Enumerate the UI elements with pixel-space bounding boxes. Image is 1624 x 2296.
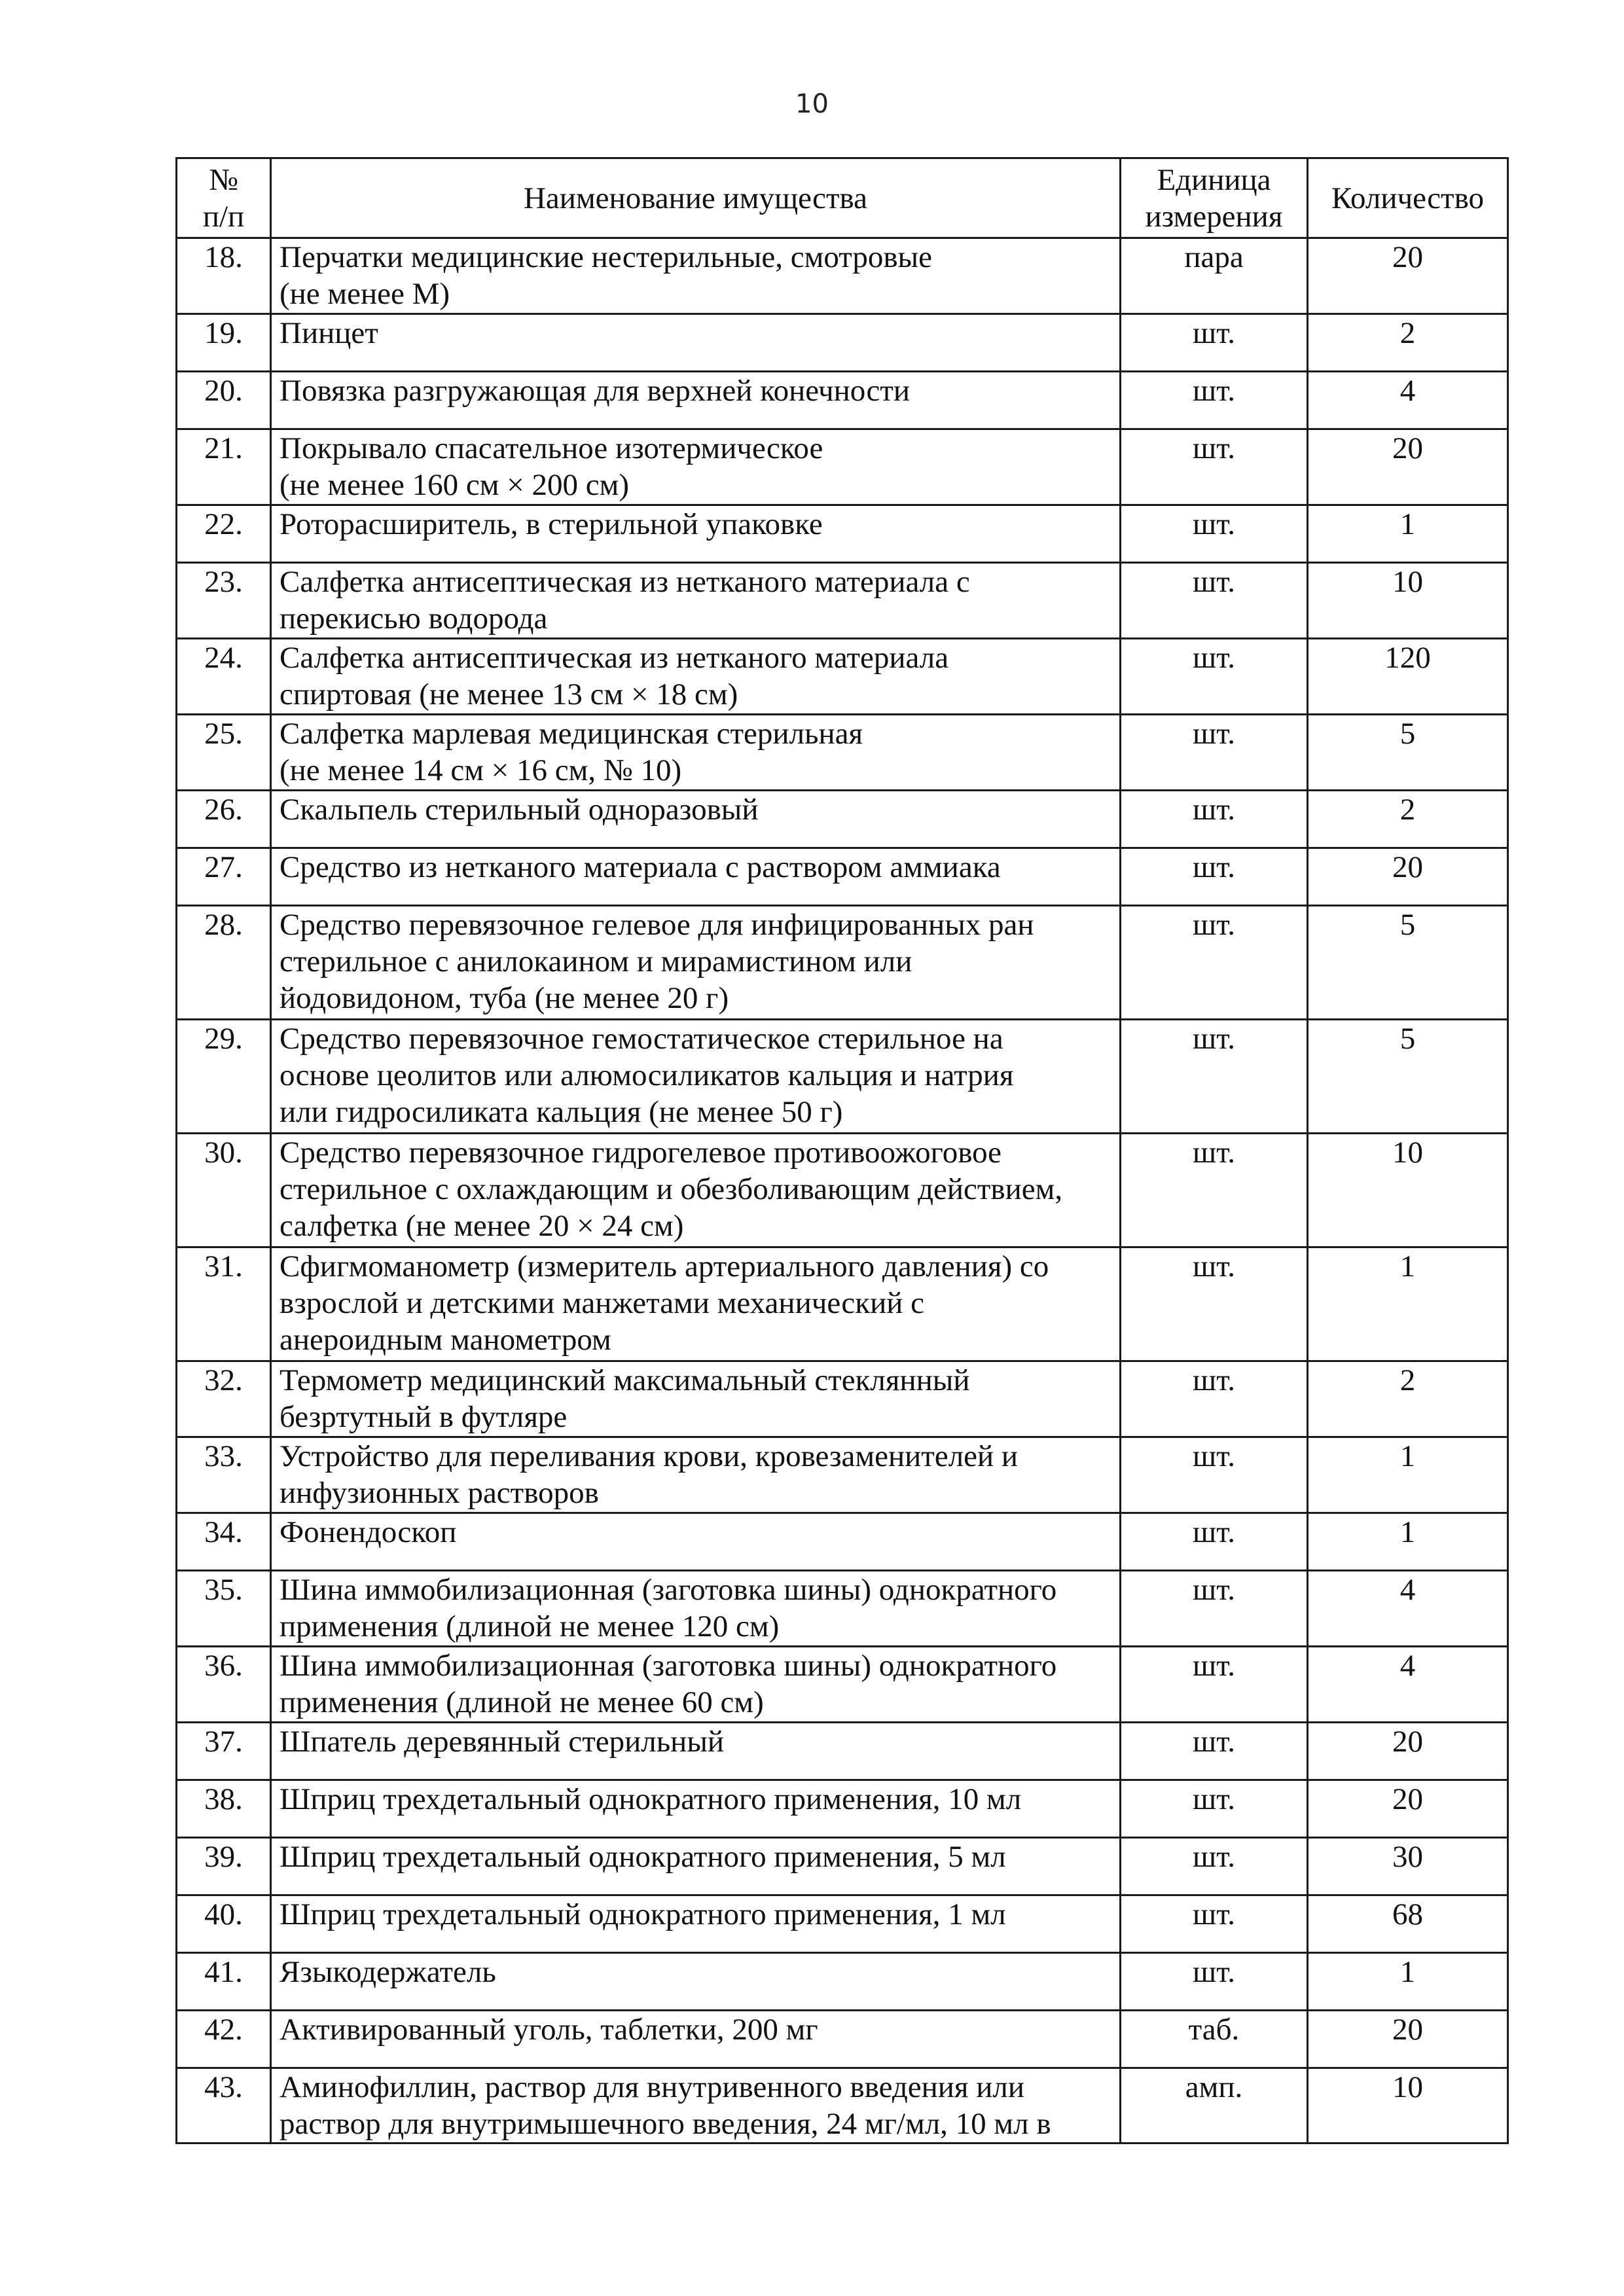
- row-number: 35.: [177, 1571, 271, 1647]
- table-row: [177, 238, 1508, 314]
- page-number: 10: [795, 89, 829, 119]
- table-row: [177, 1895, 1508, 1953]
- table-row: [177, 429, 1508, 505]
- item-unit: шт.: [1121, 791, 1308, 848]
- item-quantity: 4: [1308, 372, 1508, 429]
- header-name: Наименование имущества: [271, 158, 1121, 238]
- item-quantity: 20: [1308, 2011, 1508, 2068]
- item-unit: шт.: [1121, 1361, 1308, 1437]
- header-num: № п/п: [177, 158, 271, 238]
- row-number: 21.: [177, 429, 271, 505]
- item-name: Салфетка антисептическая из нетканого материала с перекисью водорода: [271, 563, 1121, 639]
- item-name: Перчатки медицинские нестерильные, смотровые (не менее М): [271, 238, 1121, 314]
- item-quantity: 4: [1308, 1647, 1508, 1723]
- item-unit: шт.: [1121, 1571, 1308, 1647]
- item-unit: шт.: [1121, 1247, 1308, 1361]
- item-name: Салфетка антисептическая из нетканого материала спиртовая (не менее 13 см × 18 см): [271, 639, 1121, 715]
- item-unit: пара: [1121, 238, 1308, 314]
- item-unit: шт.: [1121, 1513, 1308, 1571]
- item-quantity: 1: [1308, 1247, 1508, 1361]
- item-quantity: 4: [1308, 1571, 1508, 1647]
- table-row: [177, 1437, 1508, 1513]
- table-row: [177, 639, 1508, 715]
- header-unit: Единица измерения: [1121, 158, 1308, 238]
- item-unit: шт.: [1121, 1020, 1308, 1134]
- table-row: [177, 505, 1508, 563]
- item-quantity: 10: [1308, 563, 1508, 639]
- item-name: Шина иммобилизационная (заготовка шины) однократного применения (длиной не менее 120 см): [271, 1571, 1121, 1647]
- table-row: [177, 906, 1508, 1020]
- item-name: Пинцет: [271, 314, 1121, 372]
- row-number: 19.: [177, 314, 271, 372]
- item-unit: шт.: [1121, 639, 1308, 715]
- row-number: 40.: [177, 1895, 271, 1953]
- item-quantity: 20: [1308, 238, 1508, 314]
- item-name: Аминофиллин, раствор для внутривенного введения или раствор для внутримышечного введения, 24 мг/мл, 10 мл в: [271, 2068, 1121, 2144]
- item-quantity: 10: [1308, 1134, 1508, 1247]
- table-row: [177, 1247, 1508, 1361]
- item-quantity: 5: [1308, 1020, 1508, 1134]
- item-quantity: 10: [1308, 2068, 1508, 2144]
- item-quantity: 20: [1308, 848, 1508, 906]
- table-row: [177, 1134, 1508, 1247]
- item-quantity: 20: [1308, 1723, 1508, 1780]
- table-row: [177, 848, 1508, 906]
- table-row: [177, 314, 1508, 372]
- table-row: [177, 1953, 1508, 2011]
- item-unit: шт.: [1121, 1953, 1308, 2011]
- row-number: 25.: [177, 715, 271, 791]
- item-name: Термометр медицинский максимальный стеклянный безртутный в футляре: [271, 1361, 1121, 1437]
- item-unit: шт.: [1121, 715, 1308, 791]
- item-unit: шт.: [1121, 372, 1308, 429]
- row-number: 26.: [177, 791, 271, 848]
- table-row: [177, 1020, 1508, 1134]
- item-name: Шприц трехдетальный однократного применения, 1 мл: [271, 1895, 1121, 1953]
- item-quantity: 120: [1308, 639, 1508, 715]
- item-unit: шт.: [1121, 1895, 1308, 1953]
- item-unit: шт.: [1121, 563, 1308, 639]
- row-number: 18.: [177, 238, 271, 314]
- row-number: 24.: [177, 639, 271, 715]
- item-name: Языкодержатель: [271, 1953, 1121, 2011]
- row-number: 36.: [177, 1647, 271, 1723]
- row-number: 20.: [177, 372, 271, 429]
- table-row: [177, 563, 1508, 639]
- table-row: [177, 1838, 1508, 1895]
- item-quantity: 30: [1308, 1838, 1508, 1895]
- row-number: 37.: [177, 1723, 271, 1780]
- item-unit: шт.: [1121, 906, 1308, 1020]
- row-number: 33.: [177, 1437, 271, 1513]
- row-number: 28.: [177, 906, 271, 1020]
- item-unit: шт.: [1121, 505, 1308, 563]
- row-number: 42.: [177, 2011, 271, 2068]
- item-name: Шина иммобилизационная (заготовка шины) однократного применения (длиной не менее 60 см): [271, 1647, 1121, 1723]
- table-row: [177, 1513, 1508, 1571]
- item-name: Активированный уголь, таблетки, 200 мг: [271, 2011, 1121, 2068]
- table-row: [177, 1780, 1508, 1838]
- item-quantity: 2: [1308, 314, 1508, 372]
- item-quantity: 1: [1308, 1513, 1508, 1571]
- item-name: Повязка разгружающая для верхней конечности: [271, 372, 1121, 429]
- item-name: Средство перевязочное гелевое для инфицированных ран стерильное с анилокаином и мирамистином или йодовидоном, туба (не менее 20 г): [271, 906, 1121, 1020]
- table-row: [177, 2068, 1508, 2144]
- table-row: [177, 1647, 1508, 1723]
- item-name: Шприц трехдетальный однократного применения, 5 мл: [271, 1838, 1121, 1895]
- table-body: [177, 238, 1508, 2144]
- item-name: Средство перевязочное гидрогелевое противоожоговое стерильное с охлаждающим и обезболивающим действием, салфетка (не менее 20 × 24 см): [271, 1134, 1121, 1247]
- item-name: Средство перевязочное гемостатическое стерильное на основе цеолитов или алюмосиликатов кальция и натрия или гидросиликата кальция (не менее 50 г): [271, 1020, 1121, 1134]
- item-name: Покрывало спасательное изотермическое (не менее 160 см × 200 см): [271, 429, 1121, 505]
- row-number: 23.: [177, 563, 271, 639]
- item-quantity: 2: [1308, 1361, 1508, 1437]
- item-unit: шт.: [1121, 429, 1308, 505]
- table-header-row: [177, 158, 1508, 238]
- row-number: 34.: [177, 1513, 271, 1571]
- item-unit: шт.: [1121, 1780, 1308, 1838]
- item-unit: шт.: [1121, 1723, 1308, 1780]
- item-name: Устройство для переливания крови, кровезаменителей и инфузионных растворов: [271, 1437, 1121, 1513]
- table-row: [177, 715, 1508, 791]
- item-unit: шт.: [1121, 848, 1308, 906]
- item-quantity: 68: [1308, 1895, 1508, 1953]
- table-row: [177, 1571, 1508, 1647]
- item-name: Роторасширитель, в стерильной упаковке: [271, 505, 1121, 563]
- item-name: Шпатель деревянный стерильный: [271, 1723, 1121, 1780]
- table-row: [177, 372, 1508, 429]
- item-quantity: 20: [1308, 1780, 1508, 1838]
- table-row: [177, 791, 1508, 848]
- item-name: Фонендоскоп: [271, 1513, 1121, 1571]
- item-quantity: 1: [1308, 505, 1508, 563]
- row-number: 41.: [177, 1953, 271, 2011]
- item-name: Салфетка марлевая медицинская стерильная (не менее 14 см × 16 см, № 10): [271, 715, 1121, 791]
- item-unit: амп.: [1121, 2068, 1308, 2144]
- row-number: 39.: [177, 1838, 271, 1895]
- table-row: [177, 1361, 1508, 1437]
- item-unit: шт.: [1121, 1838, 1308, 1895]
- header-qty: Количество: [1308, 158, 1508, 238]
- row-number: 31.: [177, 1247, 271, 1361]
- table-row: [177, 1723, 1508, 1780]
- inventory-table: [175, 157, 1509, 2144]
- item-unit: шт.: [1121, 1437, 1308, 1513]
- item-quantity: 1: [1308, 1953, 1508, 2011]
- item-unit: таб.: [1121, 2011, 1308, 2068]
- row-number: 27.: [177, 848, 271, 906]
- item-unit: шт.: [1121, 1647, 1308, 1723]
- item-quantity: 2: [1308, 791, 1508, 848]
- item-quantity: 5: [1308, 715, 1508, 791]
- row-number: 32.: [177, 1361, 271, 1437]
- item-name: Сфигмоманометр (измеритель артериального давления) со взрослой и детскими манжетами механический с анероидным манометром: [271, 1247, 1121, 1361]
- row-number: 29.: [177, 1020, 271, 1134]
- row-number: 30.: [177, 1134, 271, 1247]
- row-number: 43.: [177, 2068, 271, 2144]
- item-quantity: 1: [1308, 1437, 1508, 1513]
- row-number: 22.: [177, 505, 271, 563]
- item-unit: шт.: [1121, 314, 1308, 372]
- item-quantity: 20: [1308, 429, 1508, 505]
- item-name: Скальпель стерильный одноразовый: [271, 791, 1121, 848]
- item-unit: шт.: [1121, 1134, 1308, 1247]
- item-name: Шприц трехдетальный однократного применения, 10 мл: [271, 1780, 1121, 1838]
- item-name: Средство из нетканого материала с раствором аммиака: [271, 848, 1121, 906]
- table-row: [177, 2011, 1508, 2068]
- row-number: 38.: [177, 1780, 271, 1838]
- item-quantity: 5: [1308, 906, 1508, 1020]
